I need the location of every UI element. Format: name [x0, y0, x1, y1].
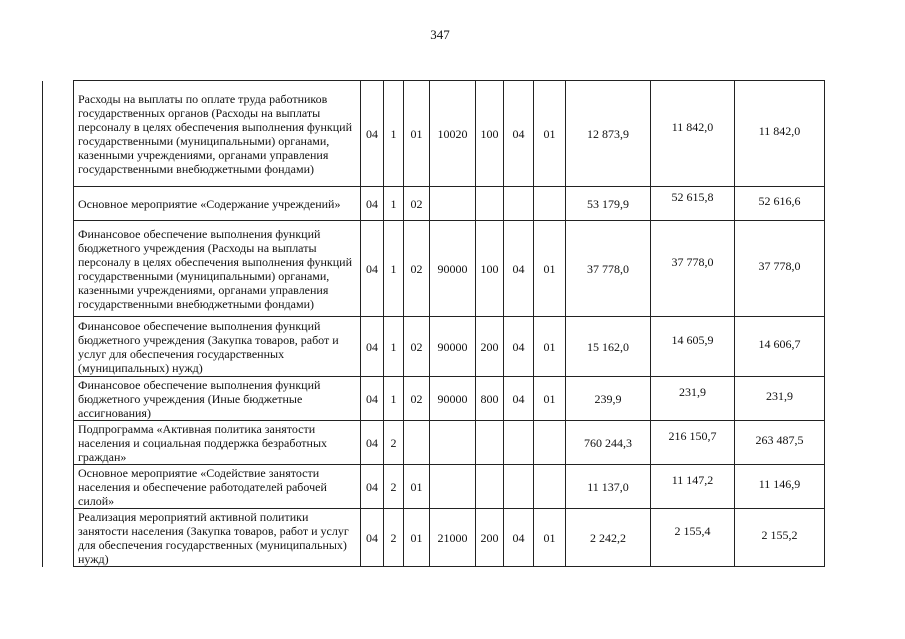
value-cell: 2 155,4 — [651, 509, 735, 567]
code-cell: 01 — [534, 317, 566, 377]
blank-cell — [43, 509, 74, 567]
blank-cell — [43, 187, 74, 221]
row-label: Реализация мероприятий активной политики занятости населения (Закупка товаров, работ и услуг для обеспечения государственных (муниципальных) нужд) — [74, 509, 361, 567]
code-cell — [504, 465, 534, 509]
code-cell: 90000 — [430, 377, 476, 421]
code-cell — [534, 187, 566, 221]
code-cell — [476, 465, 504, 509]
value-cell: 216 150,7 — [651, 421, 735, 465]
code-cell: 04 — [361, 221, 384, 317]
table-row — [43, 465, 905, 509]
table-row — [43, 81, 905, 187]
code-cell: 1 — [384, 377, 404, 421]
code-cell: 04 — [361, 317, 384, 377]
value-cell: 263 487,5 — [735, 421, 825, 465]
row-label: Основное мероприятие «Содействие занятости населения и обеспечение работодателей рабочей силой» — [74, 465, 361, 509]
value-cell: 11 146,9 — [735, 465, 825, 509]
blank-cell — [43, 221, 74, 317]
row-label: Финансовое обеспечение выполнения функций бюджетного учреждения (Закупка товаров, работ и услуг для обеспечения государственных (муниципальных) нужд) — [74, 317, 361, 377]
code-cell — [430, 421, 476, 465]
value-cell: 37 778,0 — [735, 221, 825, 317]
value-cell: 11 137,0 — [566, 465, 651, 509]
value-cell: 2 155,2 — [735, 509, 825, 567]
value-cell: 12 873,9 — [566, 81, 651, 187]
code-cell: 01 — [534, 377, 566, 421]
code-cell: 01 — [404, 509, 430, 567]
code-cell: 90000 — [430, 221, 476, 317]
budget-table — [42, 80, 905, 567]
code-cell: 21000 — [430, 509, 476, 567]
table-row — [43, 421, 905, 465]
code-cell: 1 — [384, 317, 404, 377]
code-cell: 04 — [361, 465, 384, 509]
code-cell: 1 — [384, 221, 404, 317]
code-cell — [404, 421, 430, 465]
value-cell: 52 615,8 — [651, 187, 735, 221]
code-cell: 100 — [476, 221, 504, 317]
code-cell: 800 — [476, 377, 504, 421]
code-cell — [476, 421, 504, 465]
code-cell — [534, 465, 566, 509]
code-cell: 02 — [404, 221, 430, 317]
code-cell: 04 — [361, 509, 384, 567]
code-cell — [430, 465, 476, 509]
code-cell: 1 — [384, 187, 404, 221]
table-row — [43, 509, 905, 567]
value-cell: 760 244,3 — [566, 421, 651, 465]
code-cell: 04 — [504, 509, 534, 567]
code-cell: 02 — [404, 377, 430, 421]
value-cell: 15 162,0 — [566, 317, 651, 377]
code-cell: 04 — [361, 377, 384, 421]
value-cell: 11 842,0 — [651, 81, 735, 187]
row-label: Основное мероприятие «Содержание учреждений» — [74, 187, 361, 221]
code-cell: 04 — [504, 81, 534, 187]
value-cell: 239,9 — [566, 377, 651, 421]
blank-cell — [43, 81, 74, 187]
blank-cell — [43, 317, 74, 377]
row-label: Финансовое обеспечение выполнения функций бюджетного учреждения (Расходы на выплаты персоналу в целях обеспечения выполнения функций государственными (муниципальными) органами, казенными учреждениями, органами управления государственными внебюджетными фондами) — [74, 221, 361, 317]
code-cell: 100 — [476, 81, 504, 187]
value-cell: 14 605,9 — [651, 317, 735, 377]
table-row — [43, 377, 905, 421]
code-cell: 2 — [384, 465, 404, 509]
code-cell: 04 — [361, 81, 384, 187]
code-cell: 200 — [476, 509, 504, 567]
value-cell: 14 606,7 — [735, 317, 825, 377]
code-cell: 04 — [504, 377, 534, 421]
code-cell: 01 — [534, 221, 566, 317]
code-cell: 01 — [404, 465, 430, 509]
code-cell: 04 — [504, 221, 534, 317]
code-cell: 02 — [404, 187, 430, 221]
table-row — [43, 187, 905, 221]
code-cell: 10020 — [430, 81, 476, 187]
code-cell: 2 — [384, 421, 404, 465]
code-cell: 04 — [361, 421, 384, 465]
code-cell: 01 — [404, 81, 430, 187]
value-cell: 53 179,9 — [566, 187, 651, 221]
value-cell: 231,9 — [735, 377, 825, 421]
code-cell: 01 — [534, 81, 566, 187]
row-label: Расходы на выплаты по оплате труда работников государственных органов (Расходы на выплаты персоналу в целях обеспечения выполнения функций государственными (муниципальными) органами, казенными учреждениями, органами управления государственными внебюджетными фондами) — [74, 81, 361, 187]
code-cell: 02 — [404, 317, 430, 377]
code-cell — [504, 421, 534, 465]
code-cell: 04 — [361, 187, 384, 221]
code-cell — [504, 187, 534, 221]
code-cell: 01 — [534, 509, 566, 567]
code-cell — [476, 187, 504, 221]
code-cell: 1 — [384, 81, 404, 187]
blank-cell — [43, 465, 74, 509]
table-row — [43, 317, 905, 377]
value-cell: 2 242,2 — [566, 509, 651, 567]
code-cell: 04 — [504, 317, 534, 377]
code-cell — [430, 187, 476, 221]
blank-cell — [43, 421, 74, 465]
row-label: Подпрограмма «Активная политика занятости населения и социальная поддержка безработных граждан» — [74, 421, 361, 465]
value-cell: 52 616,6 — [735, 187, 825, 221]
value-cell: 37 778,0 — [651, 221, 735, 317]
table-row — [43, 221, 905, 317]
blank-cell — [43, 377, 74, 421]
value-cell: 37 778,0 — [566, 221, 651, 317]
code-cell: 90000 — [430, 317, 476, 377]
value-cell: 11 147,2 — [651, 465, 735, 509]
code-cell — [534, 421, 566, 465]
row-label: Финансовое обеспечение выполнения функций бюджетного учреждения (Иные бюджетные ассигнования) — [74, 377, 361, 421]
code-cell: 200 — [476, 317, 504, 377]
value-cell: 11 842,0 — [735, 81, 825, 187]
page-number: 347 — [430, 27, 450, 42]
value-cell: 231,9 — [651, 377, 735, 421]
code-cell: 2 — [384, 509, 404, 567]
